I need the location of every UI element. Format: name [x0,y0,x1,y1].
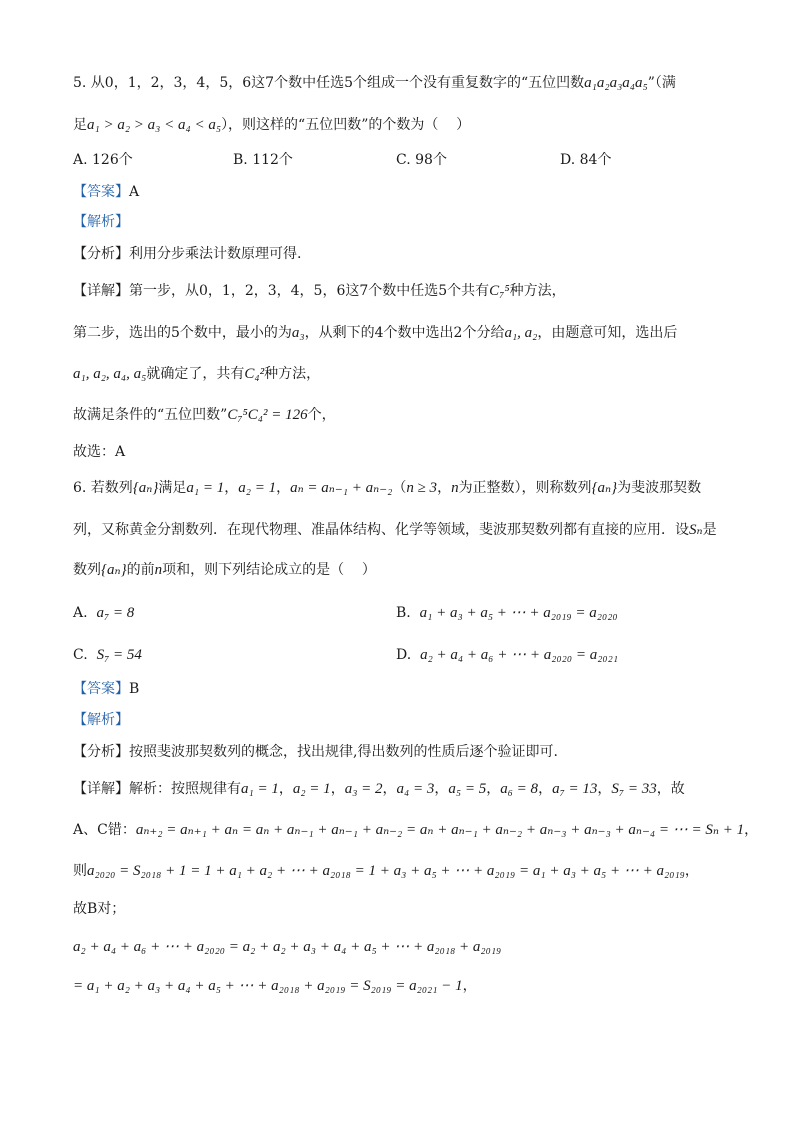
math-expression: C₇⁵C₄² = 126 [227,407,308,423]
q6-option-b: B. a₁ + a₃ + a₅ + ⋯ + a₂₀₁₉ = a₂₀₂₀ [396,605,618,621]
text-segment: ， [434,781,449,797]
q6-option-a: A. a₇ = 8 [73,605,135,621]
text-segment: ， [437,480,452,496]
text-segment: ， [684,863,699,879]
q6-detail-line-3 [73,861,774,881]
q5-option-a: A. 126个 [73,152,133,168]
text-segment: 故满足条件的“五位凹数” [73,407,228,423]
text-segment: ， [330,781,345,797]
math-expression: a₂ = 1 [292,781,331,797]
text-segment: ，从剩下的4个数中选出2个分给 [304,325,505,341]
text-segment: 列，又称黄金分割数列．在现代物理、准晶体结构、化学等领域，斐波那契数列都有直接的应用．设 [73,522,689,538]
math-expression: a₇ = 13 [552,781,598,797]
math-expression: a₁a₂a₃a₄a₅ [584,75,648,91]
q6-stem-line-1 [73,478,774,498]
detail-tag: 【详解】 [73,283,129,299]
text-segment: 6. 若数列 [73,480,133,496]
text-segment: ， [224,480,239,496]
text-segment: 种方法， [509,283,566,299]
math-expression: a₅ = 5 [448,781,487,797]
math-expression: a₄ = 3 [396,781,435,797]
math-expression: aₙ = aₙ₋₁ + aₙ₋₂ [290,480,393,496]
q5-stem-line-1 [73,73,774,93]
text-segment: 种方法， [264,366,321,382]
q5-option-d: D. 84个 [560,152,612,168]
q6-detail-line-4: 故B对； [73,901,126,917]
text-segment: ， [538,781,553,797]
math-expression: a₁ = 1 [186,480,225,496]
q6-detail-line-2 [73,820,774,840]
q6-fenxi [73,742,774,762]
q5-analysis [73,212,774,232]
text-segment: ， [462,978,477,994]
math-expression: = a₁ + a₂ + a₃ + a₄ + a₅ + ⋯ + a₂₀₁₈ + a₂₀₁₉ = S₂₀₁₉ = a₂₀₂₁ − 1 [73,978,463,994]
text-segment: （ [392,480,407,496]
math-expression: a₁ = 1 [241,781,279,797]
text-segment: 个， [307,407,336,423]
math-expression: n [451,480,459,496]
q6-analysis [73,710,774,730]
q5-detail-line-2 [73,323,774,343]
math-expression: Sₙ [689,522,703,538]
q6-answer [73,679,774,699]
answer-tag: 【答案】 [73,681,129,697]
math-expression: n [154,562,163,578]
q5-stem-line-2 [73,115,774,135]
q5-answer [73,182,774,202]
detail-tag: 【详解】 [73,781,129,797]
text-segment: 为正整数），则称数列 [458,480,592,496]
math-expression: a₂ = 1 [238,480,277,496]
q6-detail-line-5 [73,937,774,957]
text-segment: ， [744,822,759,838]
q5-detail-line-3 [73,364,774,384]
fenxi-tag: 【分析】 [73,246,129,262]
q6-stem-line-3 [73,560,774,580]
text-segment: 项和，则下列结论成立的是（ ） [162,562,376,578]
text-segment: 数列 [73,562,101,578]
q5-detail-line-5: 故选：A [73,444,126,460]
fenxi-text: 利用分步乘法计数原理可得. [129,246,302,262]
q5-fenxi [73,244,774,264]
q6-option-c: C. S₇ = 54 [73,647,142,663]
q6-stem-line-2 [73,520,774,540]
text-segment: A、C错： [73,822,136,838]
text-segment: ， [486,781,501,797]
q5-option-c: C. 98个 [396,152,447,168]
math-expression: {aₙ} [591,480,618,496]
math-expression: a₂₀₂₀ = S₂₀₁₈ + 1 = 1 + a₁ + a₂ + ⋯ + a₂₀₁₈ = 1 + a₃ + a₅ + ⋯ + a₂₀₁₉ = a₁ + a₃ + a₅ + ⋯ + a₂₀₁₉ [87,863,685,879]
text-segment: ， [278,781,293,797]
text-segment: 5. 从0，1，2，3，4，5，6这7个数中任选5个组成一个没有重复数字的“五位凹数 [73,75,585,91]
text-segment: 满足 [158,480,187,496]
text-segment: 则 [73,863,87,879]
q6-option-d: D. a₂ + a₄ + a₆ + ⋯ + a₂₀₂₀ = a₂₀₂₁ [396,647,619,663]
text-segment: ”（满 [647,75,676,91]
text-segment: 第二步，选出的5个数中，最小的为 [73,325,292,341]
text-segment: ， [382,781,397,797]
q6-detail-line-6 [73,976,774,996]
math-expression: n ≥ 3 [406,480,438,496]
math-expression: S₇ = 33 [611,781,657,797]
math-expression: a₆ = 8 [500,781,539,797]
answer-value: A [129,184,140,200]
q5-detail-line-1 [73,281,774,301]
math-expression: a₁, a₂, a₄, a₅ [73,366,147,382]
math-expression: {aₙ} [132,480,159,496]
analysis-tag: 【解析】 [73,214,129,230]
text-segment: ），则这样的“五位凹数”的个数为（ ） [221,117,471,133]
q5-detail-line-4 [73,405,774,425]
q6-detail-line-1 [73,779,774,799]
q5-option-b: B. 112个 [233,152,293,168]
text-segment: 就确定了，共有 [146,366,245,382]
math-expression: C₇⁵ [489,283,510,299]
text-segment: ，由题意可知，选出后 [537,325,678,341]
math-expression: a₃ = 2 [344,781,383,797]
text-segment: 的前 [126,562,155,578]
math-expression: a₁ > a₂ > a₃ < a₄ < a₅ [87,117,222,133]
text-segment: ，故 [656,781,685,797]
text-segment: ， [597,781,612,797]
math-expression: aₙ₊₂ = aₙ₊₁ + aₙ = aₙ + aₙ₋₁ + aₙ₋₁ + aₙ₋₂ = aₙ + aₙ₋₁ + aₙ₋₂ + aₙ₋₃ + aₙ₋₃ + aₙ₋₄ = ⋯ = Sₙ + 1 [135,822,745,838]
text-segment: 解析：按照规律有 [129,781,241,797]
text-segment: ， [276,480,291,496]
math-expression: C₄² [244,366,265,382]
fenxi-tag: 【分析】 [73,744,129,760]
text-segment: 足 [73,117,87,133]
answer-tag: 【答案】 [73,184,129,200]
text-segment: 是 [702,522,717,538]
math-expression: a₂ + a₄ + a₆ + ⋯ + a₂₀₂₀ = a₂ + a₂ + a₃ + a₄ + a₅ + ⋯ + a₂₀₁₈ + a₂₀₁₉ [73,939,502,955]
math-expression: a₁, a₂ [504,325,538,341]
analysis-tag: 【解析】 [73,712,129,728]
fenxi-text: 按照斐波那契数列的概念，找出规律,得出数列的性质后逐个验证即可. [129,744,558,760]
answer-value: B [129,681,140,697]
text-segment: 第一步，从0，1，2，3，4，5，6这7个数中任选5个共有 [129,283,490,299]
text-segment: 为斐波那契数 [617,480,702,496]
math-expression: {aₙ} [101,562,127,578]
math-expression: a₃ [291,325,305,341]
